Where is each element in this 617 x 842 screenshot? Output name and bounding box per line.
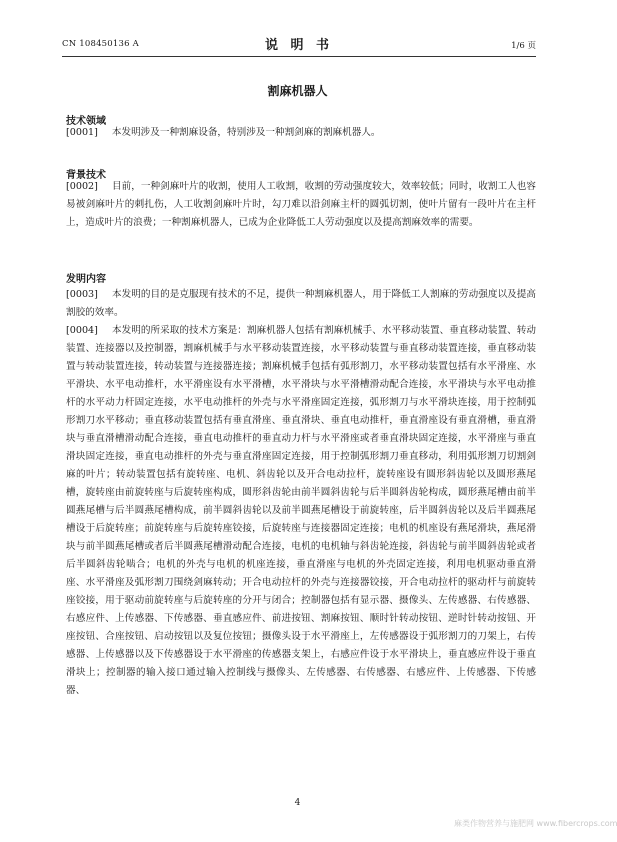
page-header [62,34,536,54]
paragraph-number: [0004] [66,325,98,336]
paragraph-number: [0002] [66,181,98,192]
section-heading-technical-field: 技术领域 [66,116,106,127]
document-type-heading: 说 明 书 [264,38,334,53]
paragraph-0003 [66,286,536,322]
header-divider [62,56,536,57]
site-watermark: 麻类作物营养与施肥网 www.fibercrops.com [454,819,617,828]
page-number: 4 [294,798,301,808]
page-fraction: 1/6 页 [511,41,536,51]
paragraph-number: [0003] [66,289,98,300]
paragraph-0004 [66,322,536,700]
publication-number: CN 108450136 A [62,39,139,49]
paragraph-number: [0001] [66,127,98,138]
paragraph-text: 目前，一种剑麻叶片的收割，使用人工收割，收割的劳动强度较大，效率较低；同时，收割工人也容易被剑麻叶片的刺扎伤，人工收割剑麻叶片时，勾刀难以沿剑麻主杆的圆弧切割，使叶片留有一段叶片在主杆上，造成叶片的浪费；一种割麻机器人，已成为企业降低工人劳动强度以及提高割麻效率的需要。 [66,181,536,228]
document-title: 割麻机器人 [267,84,328,98]
section-heading-background: 背景技术 [66,170,106,181]
paragraph-text: 本发明涉及一种割麻设备，特别涉及一种割剑麻的割麻机器人。 [111,127,381,138]
paragraph-text: 本发明的所采取的技术方案是：割麻机器人包括有割麻机械手、水平移动装置、垂直移动装置、转动装置、连接器以及控制器，割麻机械手与水平移动装置连接，水平移动装置与垂直移动装置连接，垂直移动装置与转动装置连接，转动装置与连接器连接；割麻机械手包括有弧形割刀，水平移动装置包括有水平滑座、水平滑块、水平电动推杆，水平滑座设有水平滑槽，水平滑块与水平滑槽滑动配合连接，水平滑块与水平电动推杆的水平动力杆固定连接，水平电动推杆的外壳与水平滑座固定连接，弧形割刀与水平滑块连接，用于控制弧形割刀水平移动；垂直移动装置包括有垂直滑座、垂直滑块、垂直电动推杆，垂直滑座设有垂直滑槽，垂直滑块与垂直滑槽滑动配合连接，垂直电动推杆的垂直动力杆与水平滑座或者垂直滑块固定连接，水平滑座与垂直滑块固定连接，垂直电动推杆的外壳与垂直滑座固定连接，用于控制弧形割刀垂直移动，利用弧形割刀切割剑麻的叶片；转动装置包括有旋转座、电机、斜齿轮以及开合电动拉杆，旋转座设有圆形斜齿轮以及圆形燕尾槽，旋转座由前旋转座与后旋转座构成，圆形斜齿轮由前半圆斜齿轮与后半圆斜齿轮构成，圆形燕尾槽由前半圆燕尾槽与后半圆燕尾槽构成，前半圆斜齿轮以及前半圆燕尾槽设于前旋转座，后半圆斜齿轮以及后半圆燕尾槽设于后旋转座；前旋转座与后旋转座铰接，后旋转座与连接器固定连接；电机的机座设有燕尾滑块，燕尾滑块与前半圆燕尾槽或者后半圆燕尾槽滑动配合连接，电机的电机轴与斜齿轮连接，斜齿轮与前半圆斜齿轮或者后半圆斜齿轮啮合；电机的外壳与电机的机座连接，垂直滑座与电机的外壳固定连接，利用电机驱动垂直滑座、水平滑座及弧形割刀围绕剑麻转动；开合电动拉杆的外壳与连接器铰接，开合电动拉杆的驱动杆与前旋转座铰接，用于驱动前旋转座与后旋转座的分开与闭合；控制器包括有显示器、摄像头、左传感器、右传感器、右感应件、上传感器、下传感器、垂直感应件、前进按钮、割麻按钮、顺时针转动按钮、逆时针转动按钮、开座按钮、合座按钮、启动按钮以及复位按钮；摄像头设于水平滑座上，左传感器设于弧形割刀的刀架上，右传感器、上传感器以及下传感器设于水平滑座的传感器支架上，右感应件设于水平滑块上，垂直感应件设于垂直滑块上；控制器的输入接口通过输入控制线与摄像头、左传感器、右传感器、右感应件、上传感器、下传感器、 [66,325,536,696]
paragraph-0002 [66,178,536,232]
paragraph-0001 [66,124,536,142]
paragraph-text: 本发明的目的是克服现有技术的不足，提供一种割麻机器人，用于降低工人割麻的劳动强度以及提高割胶的效率。 [66,289,536,318]
section-heading-summary: 发明内容 [66,274,106,285]
